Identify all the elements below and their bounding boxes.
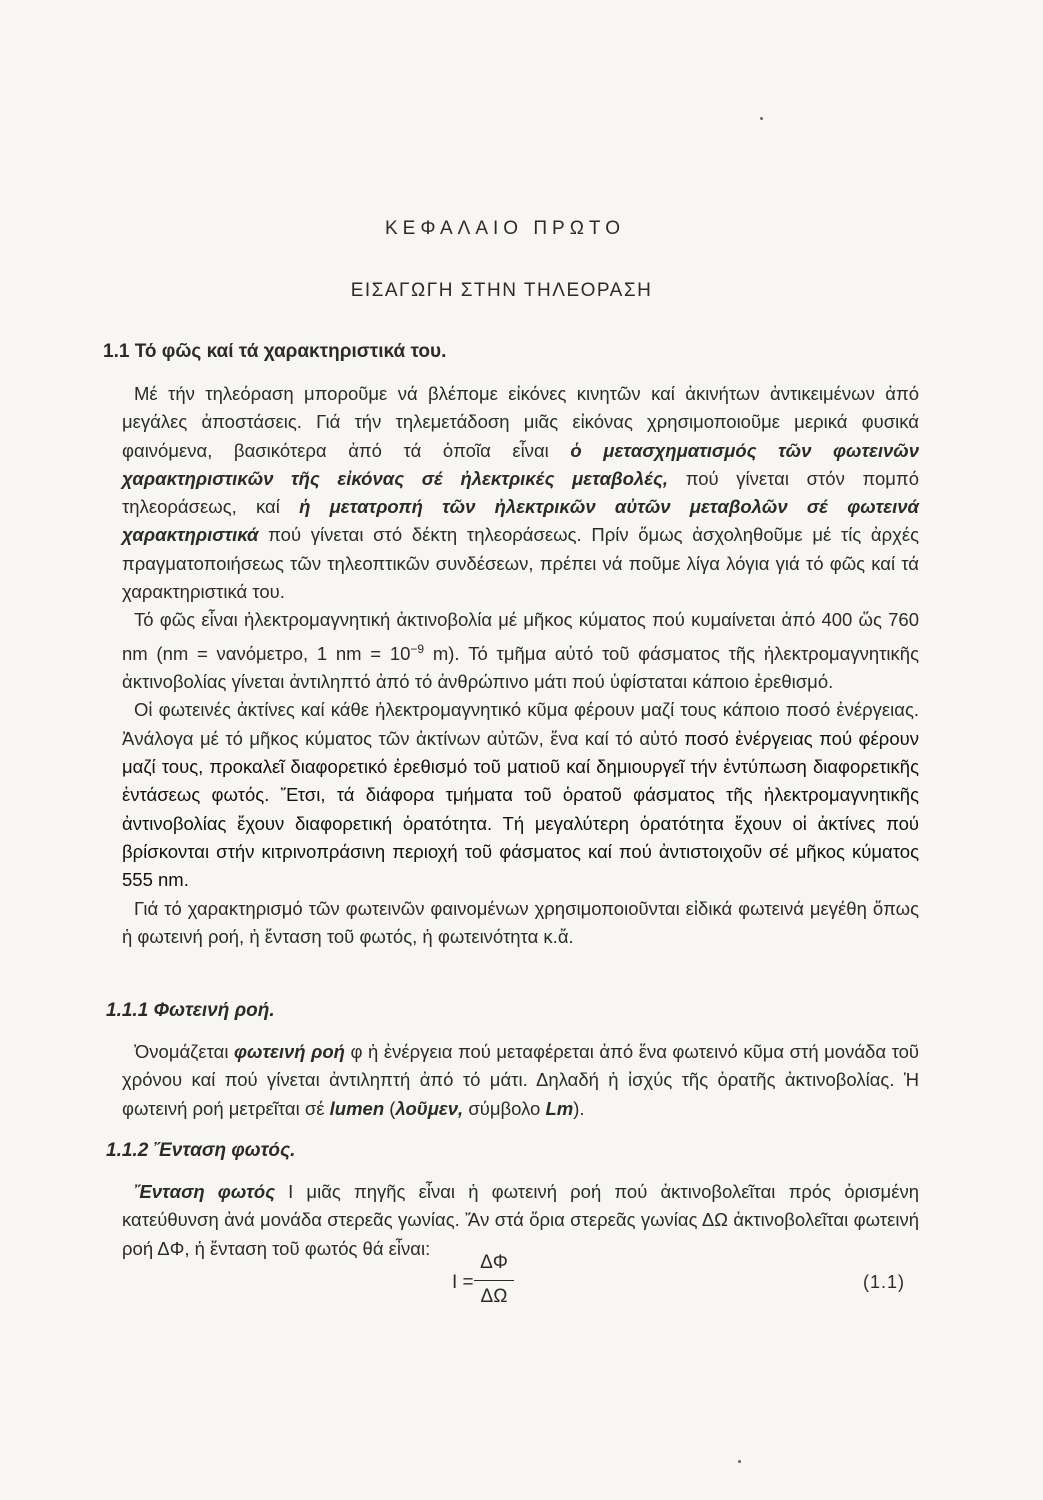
chapter-title: ΕΙΣΑΓΩΓΗ ΣΤΗΝ ΤΗΛΕΟΡΑΣΗ — [350, 280, 653, 301]
paragraph-3 — [122, 696, 919, 894]
paragraph-1 — [122, 380, 919, 606]
text-span: φ ἡ ἐνέργεια πού μεταφέρεται ἀπό ἕνα φωτεινό κῦμα στή μονάδα τοῦ χρόνου καί πού γίνεται ἀντιληπτή ἀπό τό μάτι. Δηλαδή ἡ ἰσχύς τῆς ὁρατῆς ἀκτινοβολίας. Ἡ φωτεινή ροή μετρεῖται σέ — [122, 1041, 920, 1119]
text-span: Ὀνομάζεται — [134, 1041, 229, 1062]
exponent: −9 — [410, 641, 425, 656]
section-heading-1-1 — [103, 341, 446, 363]
subsection-heading-1-1-2: 1.1.2 Ἔνταση φωτός. — [106, 1140, 296, 1161]
text-span: Μέ τήν τηλεόραση μποροῦμε νά βλέπομε εἰκόνες κινητῶν καί ἀκινήτων ἀντικειμένων ἀπό μεγάλες ἀποστάσεις. Γιά τήν τηλεμετάδοση μιᾶς εἰκόνας χρησιμοποιοῦμε μερικά φυσικά φαινόμενα, βασικότερα ἀπό τά ὁποῖα εἶναι — [122, 383, 919, 461]
term-text: φωτεινή ροή — [234, 1041, 345, 1062]
text-span: ποσό ἐνέργειας πού φέρουν μαζί τους, προκαλεῖ διαφορετικό ἐρεθισμό τοῦ ματιοῦ καί δημιουργεῖ τήν ἐντύπωση διαφορετικῆς ἐντάσεως φωτός. Ἔτσι, τά διάφορα τμήματα τοῦ ὁρατοῦ φάσματος τῆς ἠλεκτρομαγνητικῆς ἀντινοβολίας ἔχουν διαφορετική ὁρατότητα. Τή μεγαλύτερη ὁρατότητα ἔχουν οἱ ἀκτίνες πού βρίσκονται στήν κιτρινοπράσινη περιοχή τοῦ φάσματος καί πού ἀντιστοιχοῦν σέ μῆκος κύματος 555 nm. — [122, 727, 919, 891]
paragraph-5 — [122, 1038, 919, 1123]
formula-lhs: I = — [452, 1272, 474, 1293]
symbol-text: Lm — [545, 1097, 574, 1119]
text-span: ). — [573, 1097, 585, 1119]
section-title: Τό φῶς καί τά χαρακτηριστικά του. — [134, 341, 447, 362]
text-span: Τό φῶς εἶναι ἠλεκτρομαγνητική ἀκτινοβολία μέ μῆκος κύματος πού κυμαίνεται ἀπό 400 ὥς 760 nm (nm = νανόμετρο, 1 nm = 10 — [122, 609, 919, 664]
formula-denominator: ΔΩ — [480, 1286, 508, 1307]
paragraph-2 — [122, 606, 919, 696]
section-1-1-body — [122, 380, 919, 951]
emphasis-text: ἡ μετατροπή τῶν ἠλεκτρικῶν αὐτῶν μεταβολῶν σέ φωτεινά χαρακτηριστικά — [122, 496, 919, 546]
scan-speck — [738, 1460, 741, 1463]
text-span: σύμβολο — [468, 1097, 541, 1119]
paragraph-4 — [122, 895, 919, 952]
formula-fraction — [474, 1252, 514, 1308]
text-span: πού γίνεται στόν πομπό τηλεοράσεως, καί — [122, 467, 919, 518]
text-span: m). Τό τμῆμα αὐτό τοῦ φάσματος τῆς ἠλεκτρομαγνητικῆς ἀκτινοβολίας γίνεται ἀντιληπτό ἀπό τό ἀνθρώπινο μάτι πού ὑφίσταται κάποιο ἐρεθισμό. — [122, 642, 919, 693]
section-1-1-1-body — [122, 1038, 919, 1123]
paragraph-6 — [122, 1178, 919, 1263]
unit-greek-text: λοῦμεν, — [395, 1097, 464, 1119]
equation-number: (1.1) — [863, 1272, 906, 1292]
text-span: ( — [389, 1097, 396, 1119]
text-span: πού γίνεται στό δέκτη τηλεοράσεως. Πρίν ὅμως ἀσχοληθοῦμε μέ τίς ἀρχές πραγματοποιήσεως τῶν τηλεοπτικῶν συνδέσεων, πρέπει νά ποῦμε λίγα λόγια γιά τό φῶς καί τά χαρακτηριστικά του. — [122, 524, 920, 603]
text-span: I μιᾶς πηγῆς εἶναι ἡ φωτεινή ροή πού ἀκτινοβολεῖται πρός ὁρισμένη κατεύθυνση ἀνά μονάδα στερεᾶς γωνίας. Ἄν στά ὅρια στερεᾶς γωνίας ΔΩ ἀκτινοβολεῖται φωτεινή ροή ΔΦ, ἡ ἔνταση τοῦ φωτός θά εἶναι: — [122, 1181, 919, 1259]
section-number: 1.1 — [103, 341, 130, 362]
chapter-label: ΚΕΦΑΛΑΙΟ ΠΡΩΤΟ — [385, 218, 625, 239]
unit-text: lumen — [329, 1097, 385, 1119]
subsection-heading-1-1-1: 1.1.1 Φωτεινή ροή. — [106, 1000, 275, 1021]
fraction-bar — [474, 1280, 514, 1281]
text-span: Οἱ φωτεινές ἀκτίνες καί κάθε ἠλεκτρομαγνητικό κῦμα φέρουν μαζί τους κάποιο ποσό ἐνέργειας. Ἀνάλογα μέ τό μῆκος κύματος τῶν ἀκτίνων αὐτῶν, ἕνα καί τό αὐτό — [122, 699, 919, 749]
section-1-1-2-body — [122, 1178, 919, 1263]
formula-numerator: ΔΦ — [480, 1252, 508, 1273]
text-span: Γιά τό χαρακτηρισμό τῶν φωτεινῶν φαινομένων χρησιμοποιοῦνται εἰδικά φωτεινά μεγέθη ὅπως ἡ φωτεινή ροή, ἡ ἔνταση τοῦ φωτός, ἡ φωτεινότητα κ.ἄ. — [122, 897, 919, 947]
emphasis-text: ὁ μετασχηματισμός τῶν φωτεινῶν χαρακτηριστικῶν τῆς εἰκόνας σέ ἠλεκτρικές μεταβολές, — [122, 439, 920, 489]
term-text: Ἔνταση φωτός — [134, 1181, 275, 1202]
scan-speck — [760, 117, 763, 120]
